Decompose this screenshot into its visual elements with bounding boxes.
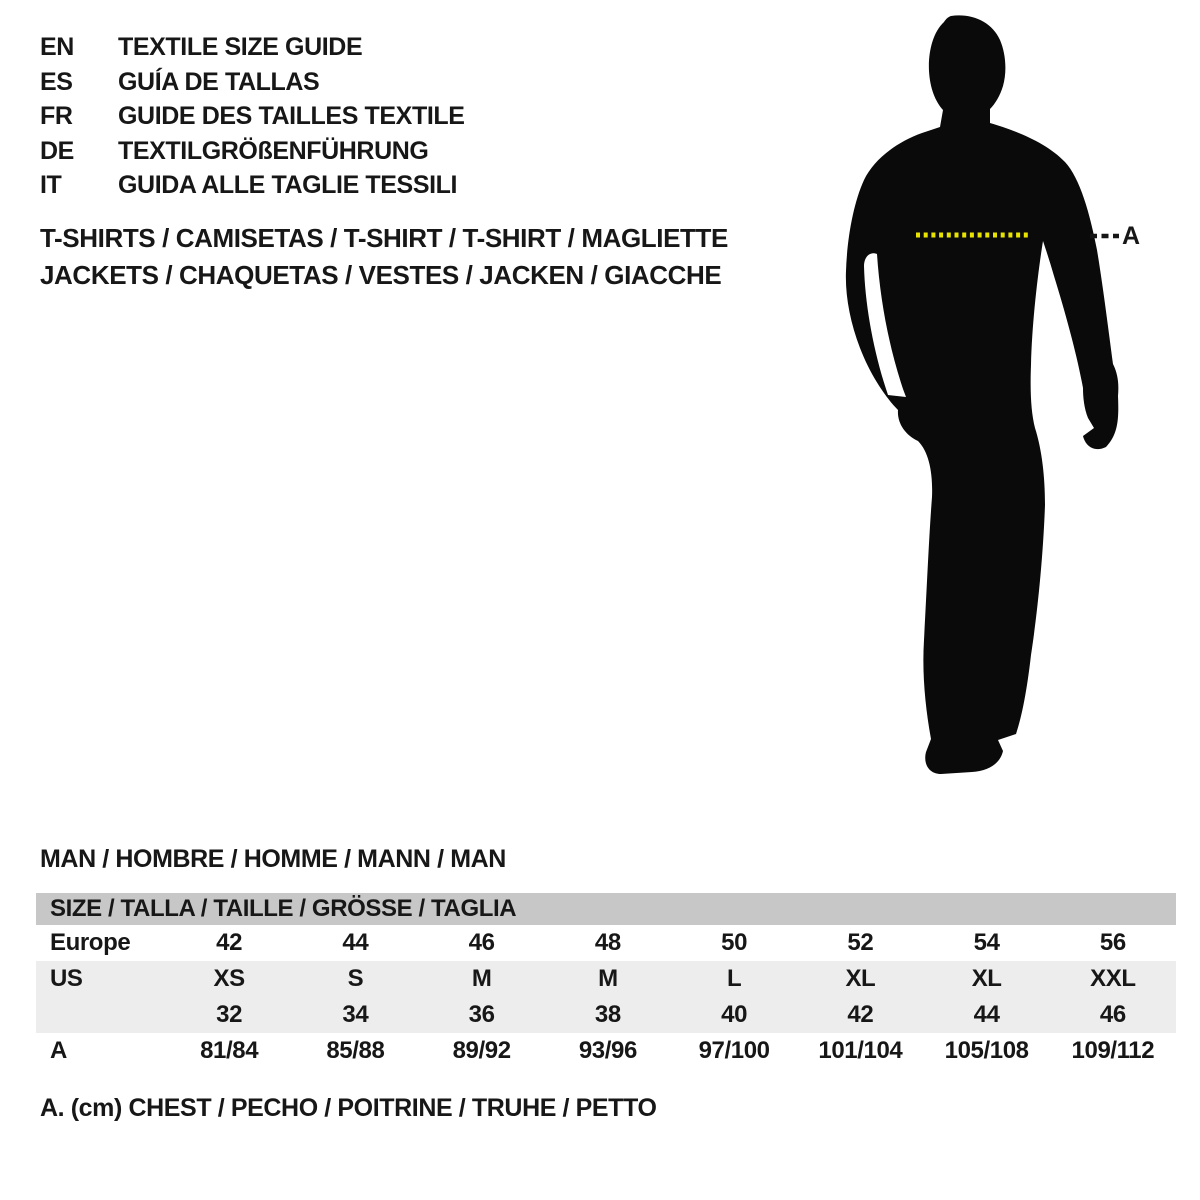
size-cell: 101/104 xyxy=(818,1037,903,1064)
language-code: ES xyxy=(40,67,73,96)
measurement-footnote: A. (cm) CHEST / PECHO / POITRINE / TRUHE / PETTO xyxy=(40,1094,657,1122)
size-cell: 34 xyxy=(342,1001,369,1028)
product-types-line-tshirts: T-SHIRTS / CAMISETAS / T-SHIRT / T-SHIRT / MAGLIETTE xyxy=(40,223,728,253)
size-cell: 42 xyxy=(847,1001,874,1028)
language-row xyxy=(40,30,465,65)
size-cell: 50 xyxy=(721,929,748,956)
size-cell: XXL xyxy=(1090,965,1136,992)
size-cell: 48 xyxy=(594,929,621,956)
size-cell: XL xyxy=(971,965,1002,992)
size-cell: 85/88 xyxy=(326,1037,385,1064)
row-label: A xyxy=(50,1037,67,1064)
size-table-header: SIZE / TALLA / TAILLE / GRÖSSE / TAGLIA xyxy=(36,893,1176,925)
size-cell: 93/96 xyxy=(578,1037,637,1064)
size-table xyxy=(36,893,1176,1069)
language-code: EN xyxy=(40,33,74,61)
size-cell: 40 xyxy=(721,1001,748,1028)
size-cell: 89/92 xyxy=(452,1037,511,1064)
language-code: DE xyxy=(40,136,74,165)
row-label: US xyxy=(50,965,83,992)
size-guide-figure xyxy=(820,0,1200,800)
language-row xyxy=(40,134,465,169)
product-types xyxy=(40,220,728,293)
product-types-line-jackets: JACKETS / CHAQUETAS / VESTES / JACKEN / GIACCHE xyxy=(40,259,722,290)
size-cell: XS xyxy=(213,965,245,992)
language-row xyxy=(40,99,465,134)
size-cell: 36 xyxy=(468,1001,495,1028)
language-title: TEXTILE SIZE GUIDE xyxy=(118,33,363,61)
table-row-chest-a xyxy=(36,1033,1176,1069)
row-label: Europe xyxy=(50,929,131,956)
size-cell: M xyxy=(598,965,618,992)
size-cell: 97/100 xyxy=(698,1037,770,1064)
section-title-man: MAN / HOMBRE / HOMME / MANN / MAN xyxy=(40,845,506,873)
size-cell: 109/112 xyxy=(1071,1037,1155,1064)
man-silhouette-svg xyxy=(820,0,1200,800)
size-cell: 52 xyxy=(847,929,874,956)
size-cell: 44 xyxy=(342,929,369,956)
language-title: GUIDA ALLE TAGLIE TESSILI xyxy=(118,171,458,199)
size-cell: 105/108 xyxy=(944,1037,1029,1064)
language-code: FR xyxy=(40,102,73,130)
size-cell: 56 xyxy=(1099,929,1126,956)
table-row-europe xyxy=(36,925,1176,961)
language-title: GUIDE DES TAILLES TEXTILE xyxy=(118,102,465,130)
size-cell: L xyxy=(726,965,742,992)
table-row-us-numeric xyxy=(36,997,1176,1033)
size-cell: 38 xyxy=(594,1001,621,1028)
size-cell: M xyxy=(471,965,492,992)
size-cell: 44 xyxy=(973,1001,1000,1028)
man-silhouette xyxy=(846,15,1118,774)
language-list xyxy=(40,30,465,203)
measurement-label-a: A xyxy=(1122,222,1141,250)
language-title: TEXTILGRÖßENFÜHRUNG xyxy=(118,136,429,165)
table-row-us xyxy=(36,961,1176,997)
size-cell: 46 xyxy=(1099,1001,1126,1028)
language-row xyxy=(40,65,465,100)
size-cell: XL xyxy=(845,965,876,992)
size-cell: 81/84 xyxy=(200,1037,259,1064)
size-cell: 46 xyxy=(468,929,495,956)
size-cell: 42 xyxy=(216,929,243,956)
size-cell: S xyxy=(347,965,364,992)
language-title: GUÍA DE TALLAS xyxy=(118,67,320,96)
language-code: IT xyxy=(40,171,62,199)
size-cell: 54 xyxy=(973,929,1000,956)
language-row xyxy=(40,168,465,203)
size-cell: 32 xyxy=(216,1001,243,1028)
